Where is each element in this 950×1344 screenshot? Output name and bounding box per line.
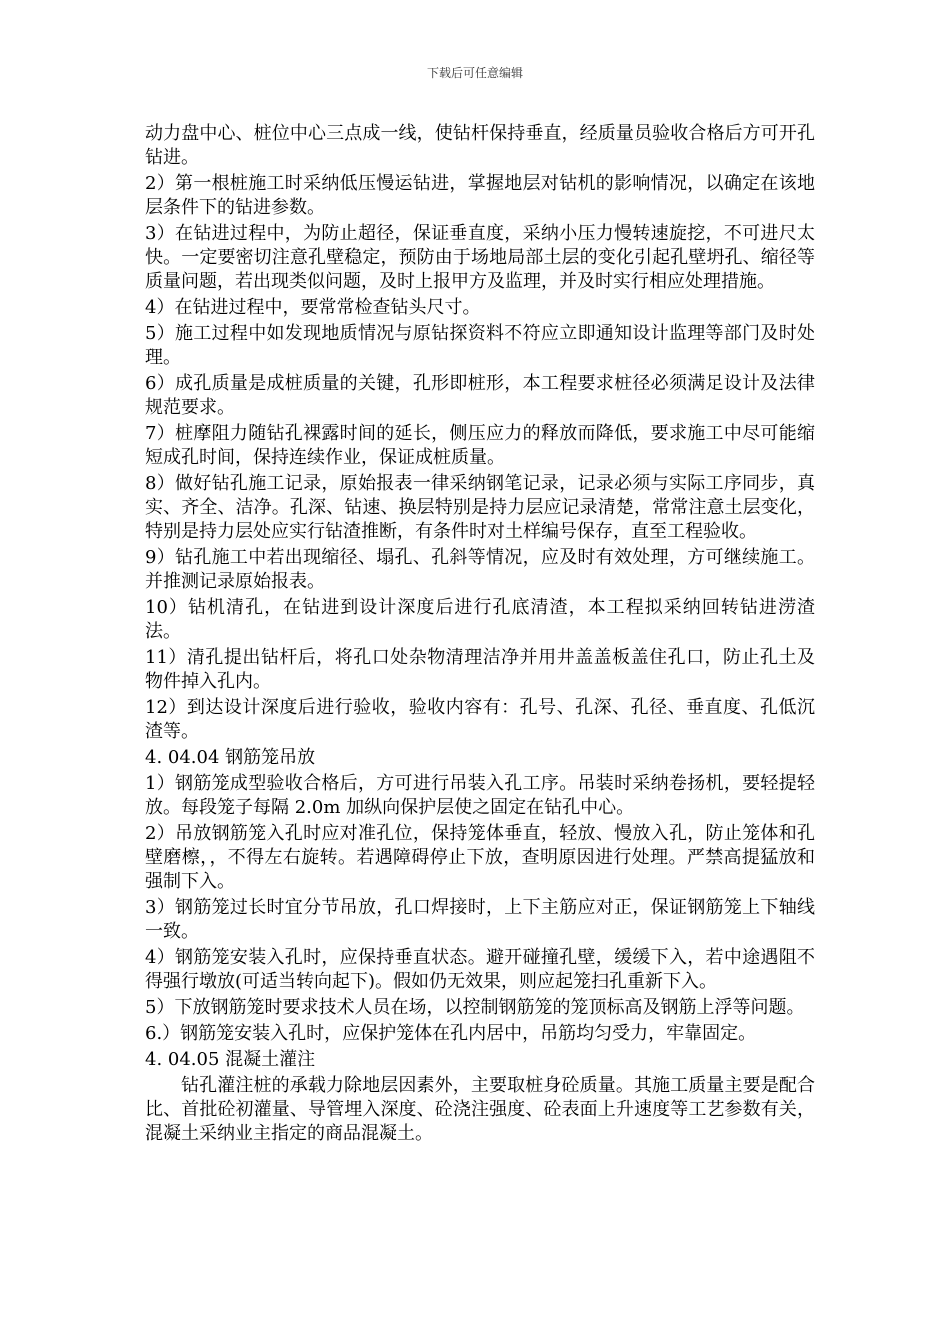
paragraph: 5）下放钢筋笼时要求技术人员在场，以控制钢筋笼的笼顶标高及钢筋上浮等问题。 <box>145 997 805 1018</box>
paragraph: 1）钢筋笼成型验收合格后，方可进行吊装入孔工序。吊装时采纳卷扬机，要轻提轻放。每段笼子每隔 2.0m 加纵向保护层使之固定在钻孔中心。 <box>145 773 815 818</box>
paragraph: 动力盘中心、桩位中心三点成一线，使钻杆保持垂直，经质量员验收合格后方可开孔钻进。 <box>145 123 815 168</box>
paragraph: 2）吊放钢筋笼入孔时应对准孔位，保持笼体垂直，轻放、慢放入孔，防止笼体和孔壁磨檫，，不得左右旋转。若遇障碍停止下放，查明原因进行处理。严禁高提猛放和强制下入。 <box>145 823 815 892</box>
section-heading: 4. 04.05 混凝土灌注 <box>145 1049 316 1070</box>
paragraph: 7）桩摩阻力随钻孔裸露时间的延长，侧压应力的释放而降低，要求施工中尽可能缩短成孔时间，保持连续作业，保证成桩质量。 <box>145 423 815 468</box>
paragraph: 4）钢筋笼安装入孔时，应保持垂直状态。避开碰撞孔壁，缓缓下入，若中途遇阻不得强行墩放(可适当转向起下)。假如仍无效果，则应起笼扫孔重新下入。 <box>145 947 815 992</box>
paragraph: 12）到达设计深度后进行验收，验收内容有：孔号、孔深、孔径、垂直度、孔低沉渣等。 <box>145 697 815 742</box>
paragraph: 10）钻机清孔，在钻进到设计深度后进行孔底清渣，本工程拟采纳回转钻进涝渣法。 <box>145 597 815 642</box>
paragraph: 11）清孔提出钻杆后，将孔口处杂物清理洁净并用井盖盖板盖住孔口，防止孔土及物件掉入孔内。 <box>145 647 815 692</box>
document-body <box>145 122 815 1148</box>
paragraph: 5）施工过程中如发现地质情况与原钻探资料不符应立即通知设计监理等部门及时处理。 <box>145 323 815 368</box>
paragraph: 6）成孔质量是成桩质量的关键，孔形即桩形，本工程要求桩径必须满足设计及法律规范要求。 <box>145 373 815 418</box>
paragraph: 9）钻孔施工中若出现缩径、塌孔、孔斜等情况，应及时有效处理，方可继续施工。并推测记录原始报表。 <box>145 547 815 592</box>
paragraph: 4）在钻进过程中，要常常检查钻头尺寸。 <box>145 297 481 318</box>
section-heading: 4. 04.04 钢筋笼吊放 <box>145 747 316 768</box>
paragraph: 8）做好钻孔施工记录，原始报表一律采纳钢笔记录，记录必须与实际工序同步，真实、齐全、洁净。孔深、钻速、换层特别是持力层应记录清楚，常常注意土层变化，特别是持力层处应实行钻渣推断，有条件时对土样编号保存，直至工程验收。 <box>145 473 815 542</box>
paragraph: 3）在钻进过程中，为防止超径，保证垂直度，采纳小压力慢转速旋挖，不可进尺太快。一定要密切注意孔壁稳定，预防由于场地局部土层的变化引起孔壁坍孔、缩径等质量问题，若出现类似问题，及时上报甲方及监理，并及时实行相应处理措施。 <box>145 223 815 292</box>
paragraph: 钻孔灌注桩的承载力除地层因素外，主要取桩身砼质量。其施工质量主要是配合比、首批砼初灌量、导管埋入深度、砼浇注强度、砼表面上升速度等工艺参数有关，混凝土采纳业主指定的商品混凝土。 <box>145 1075 815 1144</box>
paragraph: 6.）钢筋笼安装入孔时，应保护笼体在孔内居中，吊筋均匀受力，牢靠固定。 <box>145 1023 757 1044</box>
paragraph: 2）第一根桩施工时采纳低压慢运钻进，掌握地层对钻机的影响情况，以确定在该地层条件下的钻进参数。 <box>145 173 815 218</box>
page-header-note: 下载后可任意编辑 <box>426 66 523 80</box>
paragraph: 3）钢筋笼过长时宜分节吊放，孔口焊接时，上下主筋应对正，保证钢筋笼上下轴线一致。 <box>145 897 815 942</box>
